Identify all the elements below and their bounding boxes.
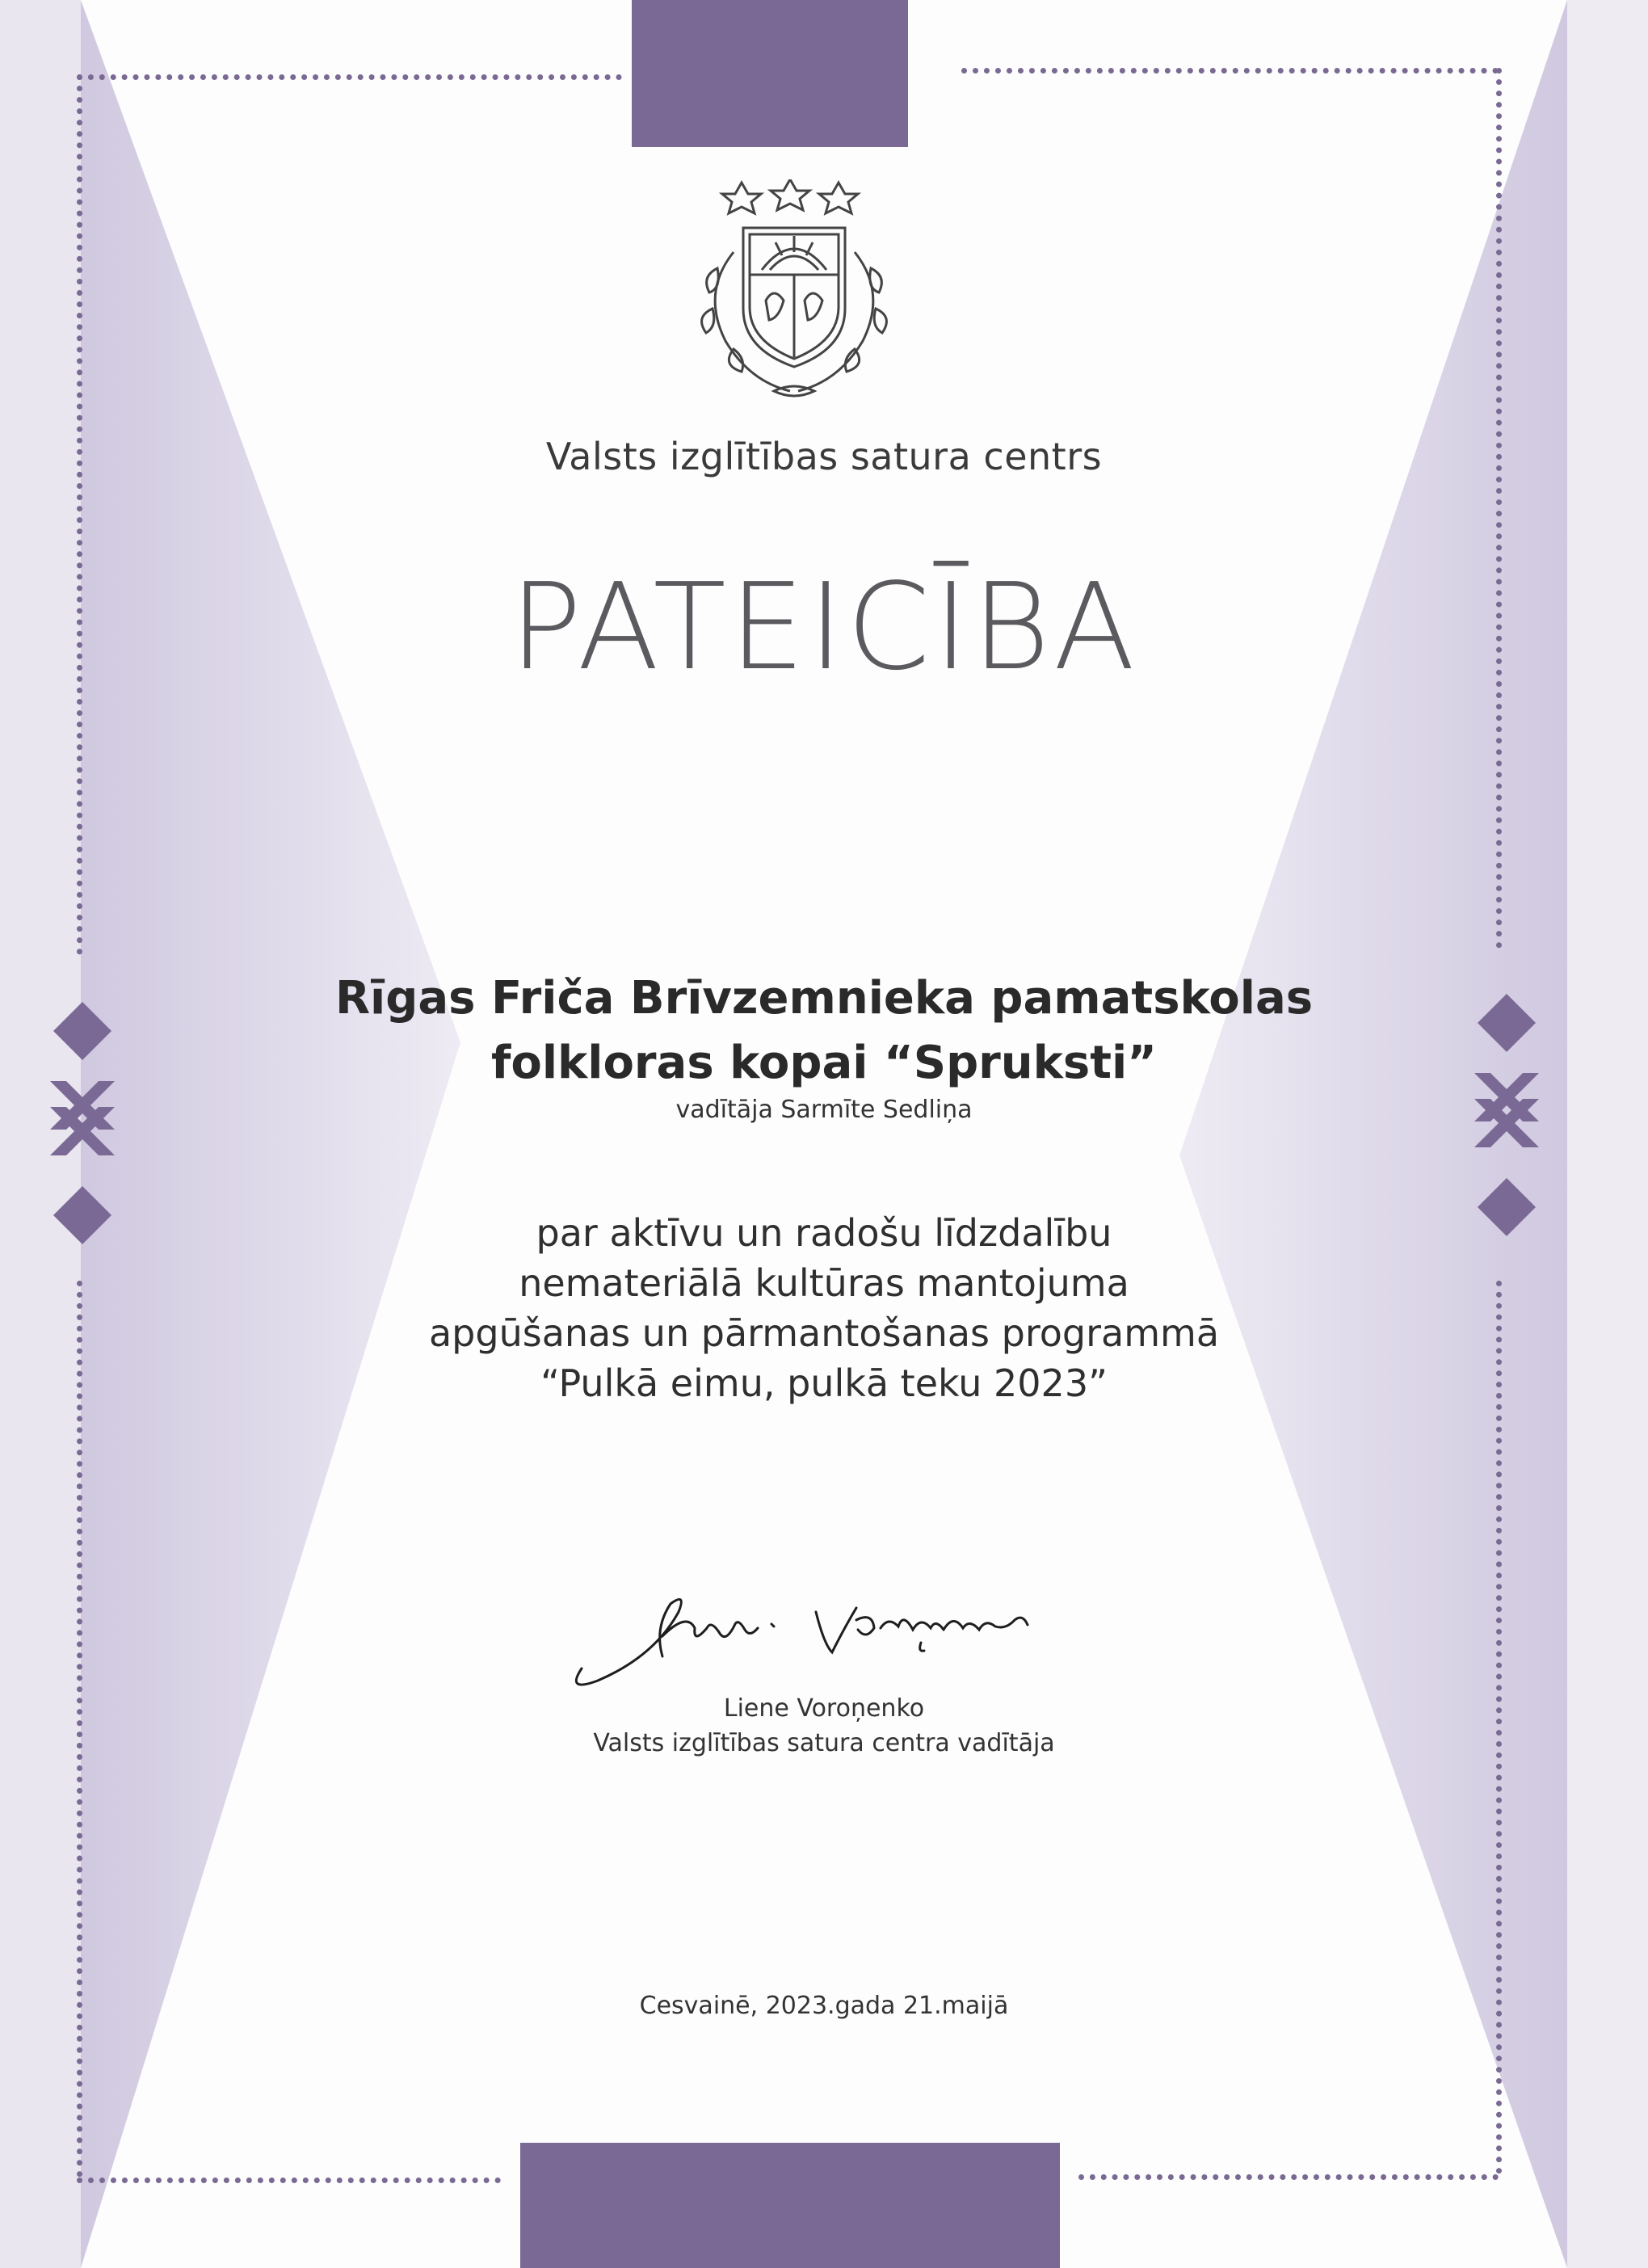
right-border-lower <box>1496 1281 1502 2174</box>
reason-line-4: “Pulkā eimu, pulkā teku 2023” <box>540 1361 1108 1405</box>
right-border-upper <box>1496 68 1502 949</box>
reason-line-1: par aktīvu un radošu līdzdalību <box>536 1211 1112 1255</box>
bottom-right-border <box>1078 2174 1499 2180</box>
signer-position: Valsts izglītības satura centra vadītāja <box>593 1729 1055 1757</box>
reason-line-2: nemateriālā kultūras mantojuma <box>519 1261 1129 1305</box>
certificate-title: PATEICĪBA <box>509 558 1139 696</box>
top-right-border <box>961 68 1499 74</box>
left-border-upper <box>77 74 82 955</box>
recipient-block <box>0 966 1648 1096</box>
bottom-band <box>520 2143 1060 2268</box>
recipient-leader: vadītāja Sarmīte Sedliņa <box>675 1096 973 1124</box>
top-band <box>632 0 908 147</box>
recipient-line-2: folkloras kopai “Spruksti” <box>490 1037 1157 1089</box>
reason-line-3: apgūšanas un pārmantošanas programmā <box>428 1311 1220 1355</box>
reason-block <box>0 1208 1648 1408</box>
organization-name: Valsts izglītības satura centrs <box>545 435 1103 478</box>
coat-of-arms-emblem <box>685 179 903 404</box>
handwritten-signature <box>565 1580 1066 1693</box>
recipient-line-1: Rīgas Friča Brīvzemnieka pamatskolas <box>334 972 1314 1025</box>
place-and-date: Cesvainē, 2023.gada 21.maijā <box>639 1992 1009 2020</box>
signer-name: Liene Voroņenko <box>723 1694 925 1723</box>
top-left-border <box>77 74 622 80</box>
bottom-left-border <box>77 2178 501 2183</box>
